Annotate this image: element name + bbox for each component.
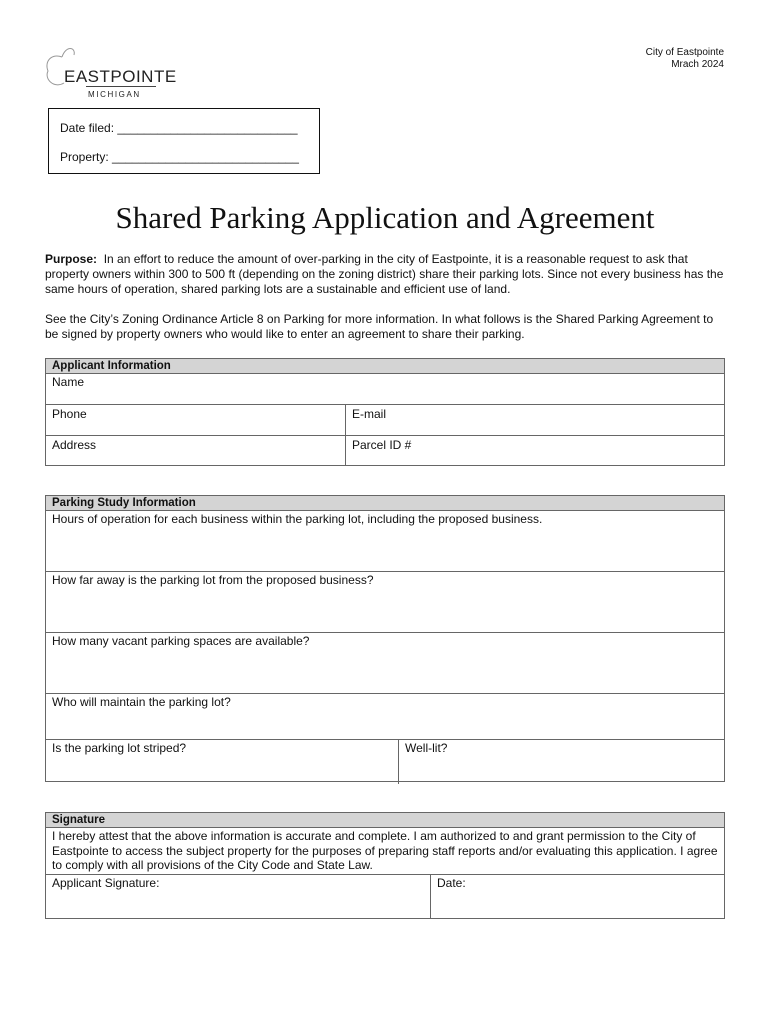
applicant-section [45,358,725,466]
applicant-signature-field[interactable]: Applicant Signature: [52,876,160,890]
parking-heading: Parking Study Information [46,496,724,511]
property-field[interactable]: Property: ____________________________ [60,150,299,164]
logo-divider [86,86,156,87]
attest-text: I hereby attest that the above information is accurate and complete. I am authorized to and grant permission to the City of Eastpointe to access the subject property for the purposes of preparing staff reports and/or evaluating this application. I agree to comply with all provisions of the City Code and State Law. [52,829,718,872]
attest-row [46,828,724,874]
hours-row[interactable] [46,511,724,571]
applicant-heading: Applicant Information [46,359,724,374]
address-label[interactable]: Address [52,438,97,452]
distance-row[interactable] [46,571,724,632]
logo-wordmark: EASTPOINTE [64,67,177,86]
page-title: Shared Parking Application and Agreement [115,200,655,235]
signature-date-field[interactable]: Date: [430,875,724,919]
parking-study-section [45,495,725,782]
well-lit-label[interactable]: Well-lit? [398,740,724,784]
striped-label[interactable]: Is the parking lot striped? [52,741,187,755]
logo-state: MICHIGAN [88,90,141,99]
see-more-paragraph: See the City’s Zoning Ordinance Article 8 on Parking for more information. In what follows is the Shared Parking Agreement to be signed by property owners who would like to enter an agreement to share their parking. [45,312,714,341]
vacant-row[interactable] [46,632,724,693]
name-label: Name [52,375,85,389]
date-filed-field[interactable]: Date filed: ___________________________ [60,121,298,135]
striped-lit-row [46,739,724,784]
eastpointe-logo [42,43,182,103]
maintain-row[interactable] [46,693,724,739]
filing-box [48,108,320,174]
phone-label[interactable]: Phone [52,407,87,421]
vacant-label: How many vacant parking spaces are available? [52,634,310,648]
distance-label: How far away is the parking lot from the proposed business? [52,573,374,587]
signature-date-row [46,874,724,919]
maintain-label: Who will maintain the parking lot? [52,695,231,709]
parcel-label[interactable]: Parcel ID # [345,436,724,466]
address-parcel-row [46,435,724,466]
email-label[interactable]: E-mail [345,405,724,435]
purpose-text: In an effort to reduce the amount of over-parking in the city of Eastpointe, it is a reasonable request to ask that property owners within 300 to 500 ft (depending on the zoning district) share their parking lots. Since not every business has the same hours of operation, shared parking lots are a sustainable and efficient use of land. [45,252,724,296]
header-info [646,47,724,71]
name-row[interactable] [46,374,724,404]
signature-heading: Signature [46,813,724,828]
header-date: Mrach 2024 [671,59,724,70]
header-city: City of Eastpointe [645,47,724,58]
purpose-paragraph [45,252,725,297]
phone-email-row [46,404,724,435]
purpose-label: Purpose: [45,252,98,266]
signature-section [45,812,725,919]
hours-label: Hours of operation for each business within the parking lot, including the proposed business. [52,512,543,526]
